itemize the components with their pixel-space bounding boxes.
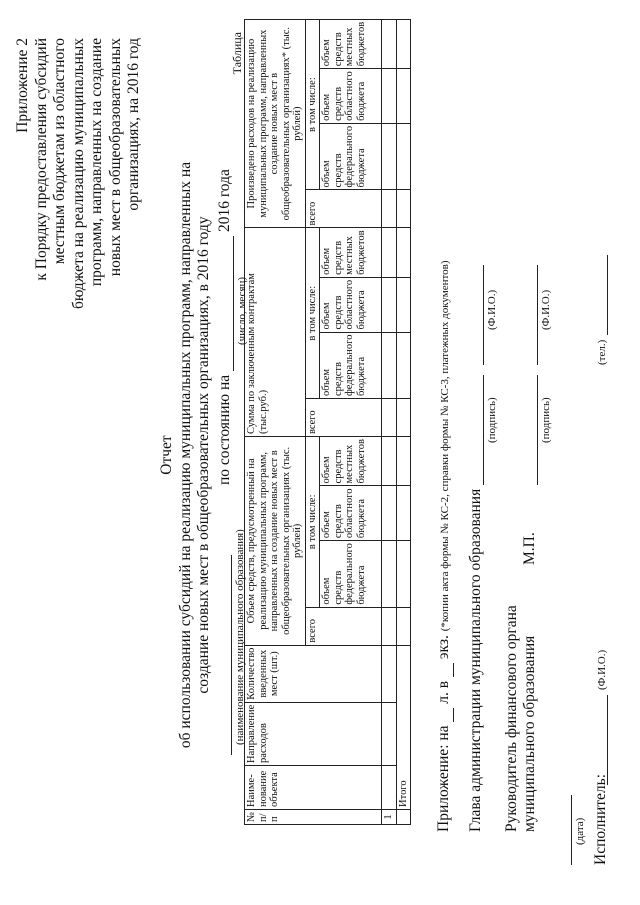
- executor-blank[interactable]: [606, 695, 608, 785]
- executor-label: Исполнитель:: [592, 773, 609, 865]
- report-table: [244, 19, 411, 825]
- appendix-line: бюджета на реализацию муниципальных: [69, 38, 87, 309]
- header-regional: объем средств областного бюджета: [320, 486, 382, 541]
- header-including: в том числе:: [305, 228, 320, 399]
- date-blank[interactable]: [570, 795, 572, 865]
- copies-blank[interactable]: [435, 663, 454, 677]
- header-total: всего: [305, 607, 382, 645]
- head-fio-blank[interactable]: [482, 265, 484, 365]
- header-object-name: Наиме-нование объекта: [245, 765, 382, 809]
- table-cell[interactable]: [396, 486, 411, 541]
- header-local: объем средств местных бюджетов: [320, 19, 382, 68]
- header-local: объем средств местных бюджетов: [320, 437, 382, 486]
- fio-caption: (Ф.И.О.): [486, 289, 498, 330]
- head-signature-label: Глава администрации муниципального образования: [467, 488, 484, 832]
- attachment-note: [435, 261, 454, 833]
- row-1-num: 1: [382, 809, 397, 824]
- table-cell[interactable]: [396, 19, 411, 68]
- header-including: в том числе:: [305, 19, 320, 190]
- phone-caption: (тел.): [596, 339, 608, 365]
- signature-caption: (подпись): [486, 397, 498, 443]
- appendix-header: [14, 38, 144, 398]
- header-regional: объем средств областного бюджета: [320, 69, 382, 124]
- note-mid2: экз.: [435, 635, 452, 660]
- header-federal: объем средств федерального бюджета: [320, 123, 382, 190]
- table-cell[interactable]: [396, 277, 411, 332]
- total-row-label: Итого: [396, 645, 411, 809]
- table-cell[interactable]: [382, 123, 397, 190]
- finance-label-2: муниципального образования: [521, 635, 538, 832]
- header-federal: объем средств федерального бюджета: [320, 541, 382, 608]
- table-cell[interactable]: [382, 541, 397, 608]
- date-caption: (дата): [574, 817, 586, 845]
- municipality-caption: (наименование муниципального образования): [234, 529, 246, 745]
- header-total: всего: [305, 399, 382, 437]
- report-title: Отчет: [158, 435, 175, 475]
- header-planned-funds: Объем средств, предусмотренный на реализацию муниципальных программ, направленных на создание новых мест в общеобразовательных организациях (тыс. рублей): [245, 437, 306, 646]
- table-cell[interactable]: [382, 190, 397, 228]
- header-regional: объем средств областного бюджета: [320, 277, 382, 332]
- appendix-line: к Порядку предоставления субсидий: [32, 38, 50, 281]
- table-cell[interactable]: [382, 228, 397, 277]
- header-total: всего: [305, 190, 382, 228]
- header-including: в том числе:: [305, 437, 320, 608]
- header-local: объем средств местных бюджетов: [320, 228, 382, 277]
- header-places: Количество введенных мест (шт.): [245, 645, 382, 702]
- signature-caption: (подпись): [540, 397, 552, 443]
- table-cell[interactable]: [382, 486, 397, 541]
- table-cell[interactable]: [396, 332, 411, 399]
- table-cell[interactable]: [382, 69, 397, 124]
- note-prefix: Приложение: на: [435, 725, 452, 832]
- year-suffix: 2016 года: [216, 169, 233, 233]
- table-label: Таблица: [230, 32, 244, 75]
- table-cell[interactable]: [396, 123, 411, 190]
- municipality-blank[interactable]: [230, 555, 232, 755]
- finance-fio-blank[interactable]: [536, 265, 538, 365]
- appendix-line: местным бюджетам из областного: [51, 38, 68, 265]
- table-cell[interactable]: [382, 332, 397, 399]
- header-contract-sum: Сумма по заключенным контрактам (тыс.руб.): [245, 228, 306, 437]
- table-cell[interactable]: [396, 399, 411, 437]
- finance-signature-blank[interactable]: [536, 375, 538, 485]
- table-cell: [396, 809, 411, 824]
- table-cell[interactable]: [382, 399, 397, 437]
- table-cell[interactable]: [396, 228, 411, 277]
- table-cell[interactable]: [396, 190, 411, 228]
- report-subtitle-line-2: создание новых мест в общеобразовательных организациях, в 2016 году: [195, 216, 212, 694]
- phone-blank[interactable]: [606, 255, 608, 335]
- table-cell[interactable]: [382, 645, 397, 702]
- table-cell[interactable]: [382, 19, 397, 68]
- appendix-line: программ, направленных на создание: [88, 38, 105, 287]
- report-subtitle-line-1: об использовании субсидий на реализацию муниципальных программ, направленных на: [176, 161, 194, 749]
- stamp-mark: М.П.: [521, 532, 538, 565]
- table-cell[interactable]: [382, 607, 397, 645]
- table-cell[interactable]: [382, 765, 397, 809]
- header-federal: объем средств федерального бюджета: [320, 332, 382, 399]
- report-title-block: [158, 155, 214, 755]
- header-spent: Произведено расходов на реализацию муниципальных программ, направленных создание новых мест в общеобразовательных организациях* (тыс. рублей): [245, 19, 306, 228]
- note-mid1: л. в: [435, 680, 452, 704]
- head-signature-blank[interactable]: [482, 375, 484, 485]
- appendix-line: Приложение 2: [14, 38, 31, 133]
- table-cell[interactable]: [396, 69, 411, 124]
- fio-caption: (Ф.И.О.): [596, 649, 608, 690]
- table-cell[interactable]: [396, 437, 411, 486]
- table-cell[interactable]: [382, 702, 397, 765]
- date-prefix: по состоянию на: [216, 374, 233, 485]
- note-documents: (*копии акта формы № КС-2, справки формы № КС-3, платежных документов): [439, 260, 451, 632]
- fio-caption: (Ф.И.О.): [540, 289, 552, 330]
- header-num: № п/п: [245, 809, 382, 824]
- date-line: [216, 169, 234, 485]
- table-cell[interactable]: [382, 437, 397, 486]
- table-cell[interactable]: [382, 277, 397, 332]
- date-caption: (число, месяц): [236, 276, 248, 345]
- finance-label-1: Руководитель финансового органа: [503, 605, 520, 832]
- header-direction: Направление расходов: [245, 702, 382, 765]
- sheets-blank[interactable]: [435, 708, 454, 722]
- appendix-line: организациях, на 2016 год: [125, 38, 142, 211]
- table-cell[interactable]: [396, 607, 411, 645]
- table-cell[interactable]: [396, 541, 411, 608]
- date-blank[interactable]: [219, 236, 234, 371]
- appendix-line: новых мест в общеобразовательных: [106, 38, 124, 277]
